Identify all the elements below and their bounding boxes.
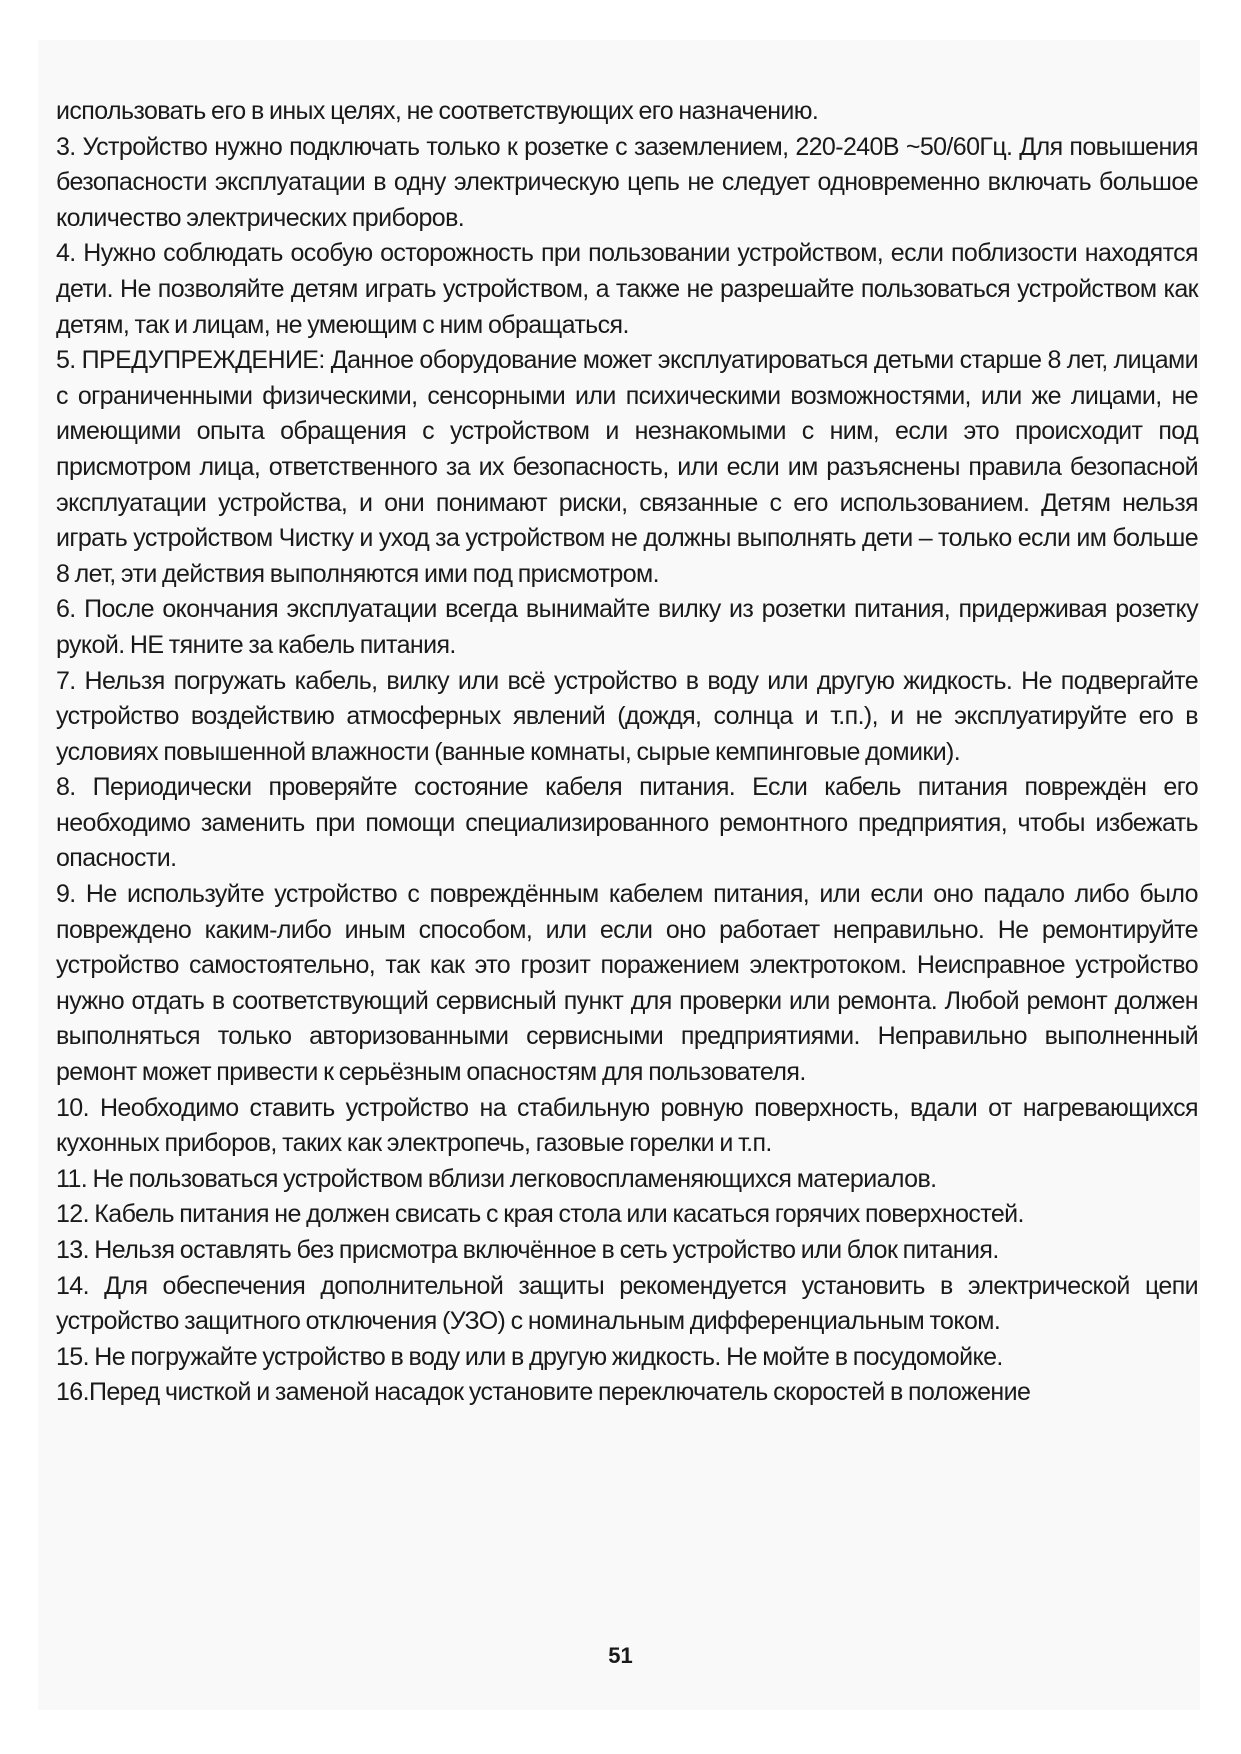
paragraph-5: 5. ПРЕДУПРЕЖДЕНИЕ: Данное оборудование может эксплуатироваться детьми старше 8 лет, лицами с ограниченными физическими, сенсорными или психическими возможностями, или же лицами, не имеющими опыта обращения с устройством и незнакомыми с ним, если это происходит под присмотром лица, ответственного за их безопасность, или если им разъяснены правила безопасной эксплуатации устройства, и они понимают риски, связанные с его использованием. Детям нельзя играть устройством Чистку и уход за устройством не должны выполнять дети – только если им больше 8 лет, эти действия выполняются ими под присмотром. — [56, 346, 1198, 588]
paragraph-16: 16.Перед чисткой и заменой насадок установите переключатель скоростей в положение — [56, 1378, 1031, 1407]
paragraph-14: 14. Для обеспечения дополнительной защиты рекомендуется установить в электрической цепи устройство защитного отключения (УЗО) с номинальным дифференциальным током. — [56, 1271, 1198, 1336]
paragraph-12: 12. Кабель питания не должен свисать с края стола или касаться горячих поверхностей. — [56, 1200, 1024, 1229]
paragraph-continuation: использовать его в иных целях, не соответствующих его назначению. — [56, 97, 819, 125]
paragraph-7: 7. Нельзя погружать кабель, вилку или всё устройство в воду или другую жидкость. Не подвергайте устройство воздействию атмосферных явлений (дождя, солнца и т.п.), и не эксплуатируйте его в условиях повышенной влажности (ванные комнаты, сырые кемпинговые домики). — [56, 666, 1198, 766]
paragraph-8: 8. Периодически проверяйте состояние кабеля питания. Если кабель питания повреждён его необходимо заменить при помощи специализированного ремонтного предприятия, чтобы избежать опасности. — [56, 773, 1198, 873]
paragraph-13: 13. Нельзя оставлять без присмотра включённое в сеть устройство или блок питания. — [56, 1236, 999, 1264]
paragraph-4: 4. Нужно соблюдать особую осторожность при пользовании устройством, если поблизости находятся дети. Не позволяйте детям играть устройством, а также не разрешайте пользоваться устройством как детям, так и лицам, не умеющим с ним обращаться. — [56, 239, 1198, 339]
document-body — [56, 94, 1198, 1411]
paragraph-15: 15. Не погружайте устройство в воду или в другую жидкость. Не мойте в посудомойке. — [56, 1342, 1003, 1371]
paragraph-3: 3. Устройство нужно подключать только к розетке с заземлением, 220-240В ~50/60Гц. Для повышения безопасности эксплуатации в одну электрическую цепь не следует одновременно включать большое количество электрических приборов. — [56, 132, 1198, 232]
paragraph-9: 9. Не используйте устройство с повреждённым кабелем питания, или если оно падало либо было повреждено каким-либо иным способом, или если оно работает неправильно. Не ремонтируйте устройство самостоятельно, так как это грозит поражением электротоком. Неисправное устройство нужно отдать в соответствующий сервисный пункт для проверки или ремонта. Любой ремонт должен выполняться только авторизованными сервисными предприятиями. Неправильно выполненный ремонт может привести к серьёзным опасностям для пользователя. — [56, 880, 1198, 1087]
paragraph-11: 11. Не пользоваться устройством вблизи легковоспламеняющихся материалов. — [56, 1164, 937, 1193]
page-number: 51 — [608, 1643, 633, 1668]
paragraph-10: 10. Необходимо ставить устройство на стабильную ровную поверхность, вдали от нагревающихся кухонных приборов, таких как электропечь, газовые горелки и т.п. — [56, 1093, 1198, 1158]
paragraph-6: 6. После окончания эксплуатации всегда вынимайте вилку из розетки питания, придерживая розетку рукой. НЕ тяните за кабель питания. — [56, 595, 1198, 659]
